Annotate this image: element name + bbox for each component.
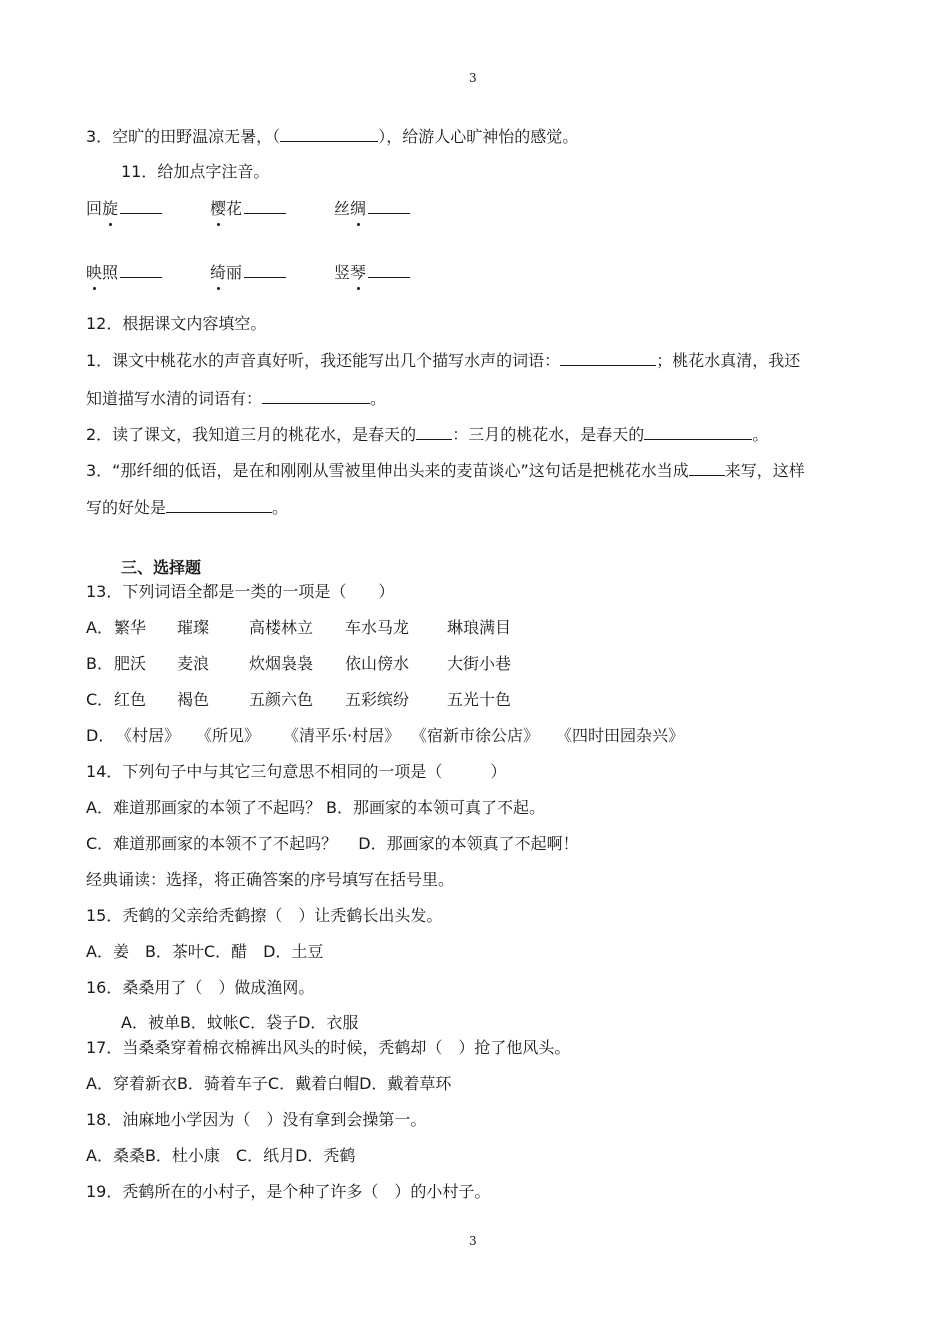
answer-blank[interactable] [280, 126, 378, 142]
q12-sub2-text-b: ：三月的桃花水，是春天的 [452, 425, 645, 444]
option-item: 《四时田园杂兴》 [556, 726, 685, 745]
word-char-second: 绸 [350, 199, 366, 219]
pinyin-answer-blank[interactable] [368, 198, 410, 214]
option-item: 琳琅满目 [447, 618, 512, 637]
pinyin-item [334, 198, 410, 219]
pinyin-answer-blank[interactable] [120, 198, 162, 214]
word-char-second: 旋 [102, 199, 118, 219]
word-char-first: 樱 [210, 199, 226, 219]
emphasis-dot [109, 223, 112, 226]
q19-stem: 19．秃鹤所在的小村子，是个种了许多（ ）的小村子。 [86, 1182, 491, 1201]
q12-sub1-line2 [86, 388, 386, 409]
option-item: 车水马龙 [345, 618, 410, 637]
pinyin-answer-blank[interactable] [244, 198, 286, 214]
q13-stem: 13．下列词语全都是一类的一项是（ ） [86, 582, 395, 601]
emphasis-dot [217, 287, 220, 290]
option-item: 红色 [114, 690, 147, 709]
option-item: 五颜六色 [249, 690, 314, 709]
pinyin-item [210, 262, 286, 283]
q12-sub3-line2-text: 写的好处是 [86, 498, 167, 517]
option-item: 《所见》 [196, 726, 261, 745]
q12-sub1-line2-text: 知道描写水清的词语有： [86, 389, 263, 408]
q18-stem: 18．油麻地小学因为（ ）没有拿到会操第一。 [86, 1110, 427, 1129]
answer-blank[interactable] [262, 388, 370, 404]
classic-reading-intro: 经典诵读：选择，将正确答案的序号填写在括号里。 [86, 870, 455, 889]
q16-options: A．被单B．蚊帐C．袋子D．衣服 [121, 1013, 359, 1032]
fill-q3-text-after: ），给游人心旷神怡的感觉。 [378, 127, 579, 146]
q17-stem: 17．当桑桑穿着棉衣棉裤出风头的时候，秃鹤却（ ）抢了他风头。 [86, 1038, 571, 1057]
q12-sub1-text-a: 1．课文中桃花水的声音真好听，我还能写出几个描写水声的词语： [86, 351, 561, 370]
q12-sub1-line1 [86, 350, 800, 371]
q12-sub3-line2-end: 。 [272, 498, 289, 517]
emphasis-dot [217, 223, 220, 226]
pinyin-answer-blank[interactable] [244, 262, 286, 278]
q14-options-ab: A．难道那画家的本领了不起吗？ B．那画家的本领可真了不起。 [86, 798, 546, 817]
option-item: 麦浪 [177, 654, 210, 673]
word-char-first: 丝 [334, 199, 351, 218]
q12-title: 12．根据课文内容填空。 [86, 314, 267, 333]
option-item: 《清平乐·村居》 [283, 726, 401, 745]
option-label: C． [86, 690, 114, 709]
q14-stem: 14．下列句子中与其它三句意思不相同的一项是（ ） [86, 762, 507, 781]
answer-blank[interactable] [689, 460, 725, 476]
option-item: 大街小巷 [447, 654, 512, 673]
word-char-first: 回 [86, 199, 103, 218]
option-item: 肥沃 [114, 654, 147, 673]
q12-sub3-text-b: 来写，这样 [724, 461, 805, 480]
answer-blank[interactable] [416, 424, 452, 440]
q12-sub3-line2 [86, 497, 288, 518]
q12-sub3-line1 [86, 460, 805, 481]
option-item: 璀璨 [177, 618, 210, 637]
page-number-top: 3 [469, 71, 477, 85]
option-item: 《村居》 [116, 726, 181, 745]
q17-options: A．穿着新衣B．骑着车子C．戴着白帽D．戴着草环 [86, 1074, 452, 1093]
option-item: 《宿新市徐公店》 [411, 726, 540, 745]
word-char-second: 琴 [350, 263, 366, 283]
q16-stem: 16．桑桑用了（ ）做成渔网。 [86, 978, 315, 997]
q15-stem: 15．秃鹤的父亲给秃鹤擦（ ）让秃鹤长出头发。 [86, 906, 443, 925]
pinyin-item [86, 262, 162, 283]
option-item: 褐色 [177, 690, 210, 709]
option-item: 五彩缤纷 [345, 690, 410, 709]
answer-blank[interactable] [644, 424, 752, 440]
word-char-first: 竖 [334, 263, 351, 282]
section-heading: 三、选择题 [121, 558, 202, 577]
pinyin-answer-blank[interactable] [368, 262, 410, 278]
option-item: 五光十色 [447, 690, 512, 709]
pinyin-item [86, 198, 162, 219]
word-char-second: 照 [102, 263, 119, 282]
q12-sub3-text-a: 3．“那纤细的低语，是在和刚刚从雪被里伸出头来的麦苗谈心”这句话是把桃花水当成 [86, 461, 689, 480]
option-label: D． [86, 726, 115, 745]
q12-sub2-text-a: 2．读了课文，我知道三月的桃花水，是春天的 [86, 425, 417, 444]
word-char-second: 丽 [226, 263, 243, 282]
option-item: 炊烟袅袅 [249, 654, 314, 673]
fill-q3-text-before: 3．空旷的田野温凉无暑，（ [86, 127, 281, 146]
answer-blank[interactable] [166, 497, 272, 513]
emphasis-dot [357, 287, 360, 290]
fill-question-3 [86, 126, 578, 147]
emphasis-dot [93, 287, 96, 290]
q12-sub2 [86, 424, 768, 445]
emphasis-dot [357, 223, 360, 226]
q12-sub1-line2-end: 。 [370, 389, 387, 408]
option-label: B． [86, 654, 113, 673]
q11-title: 11．给加点字注音。 [121, 162, 270, 181]
word-char-first: 绮 [210, 263, 226, 283]
pinyin-answer-blank[interactable] [120, 262, 162, 278]
word-char-first: 映 [86, 263, 102, 283]
answer-blank[interactable] [560, 350, 656, 366]
q14-options-cd: C．难道那画家的本领不了不起吗？ D．那画家的本领真了不起啊！ [86, 834, 579, 853]
pinyin-item [210, 198, 286, 219]
option-label: A． [86, 618, 113, 637]
option-item: 高楼林立 [249, 618, 314, 637]
q15-options: A．姜 B．茶叶C．醋 D．土豆 [86, 942, 324, 961]
q12-sub1-text-b: ；桃花水真清，我还 [656, 351, 801, 370]
pinyin-item [334, 262, 410, 283]
page-number-bottom: 3 [469, 1234, 477, 1248]
option-item: 依山傍水 [345, 654, 410, 673]
option-item: 繁华 [114, 618, 147, 637]
q18-options: A．桑桑B．杜小康 C．纸月D．秃鹤 [86, 1146, 356, 1165]
word-char-second: 花 [226, 199, 243, 218]
q12-sub2-end: 。 [752, 425, 769, 444]
